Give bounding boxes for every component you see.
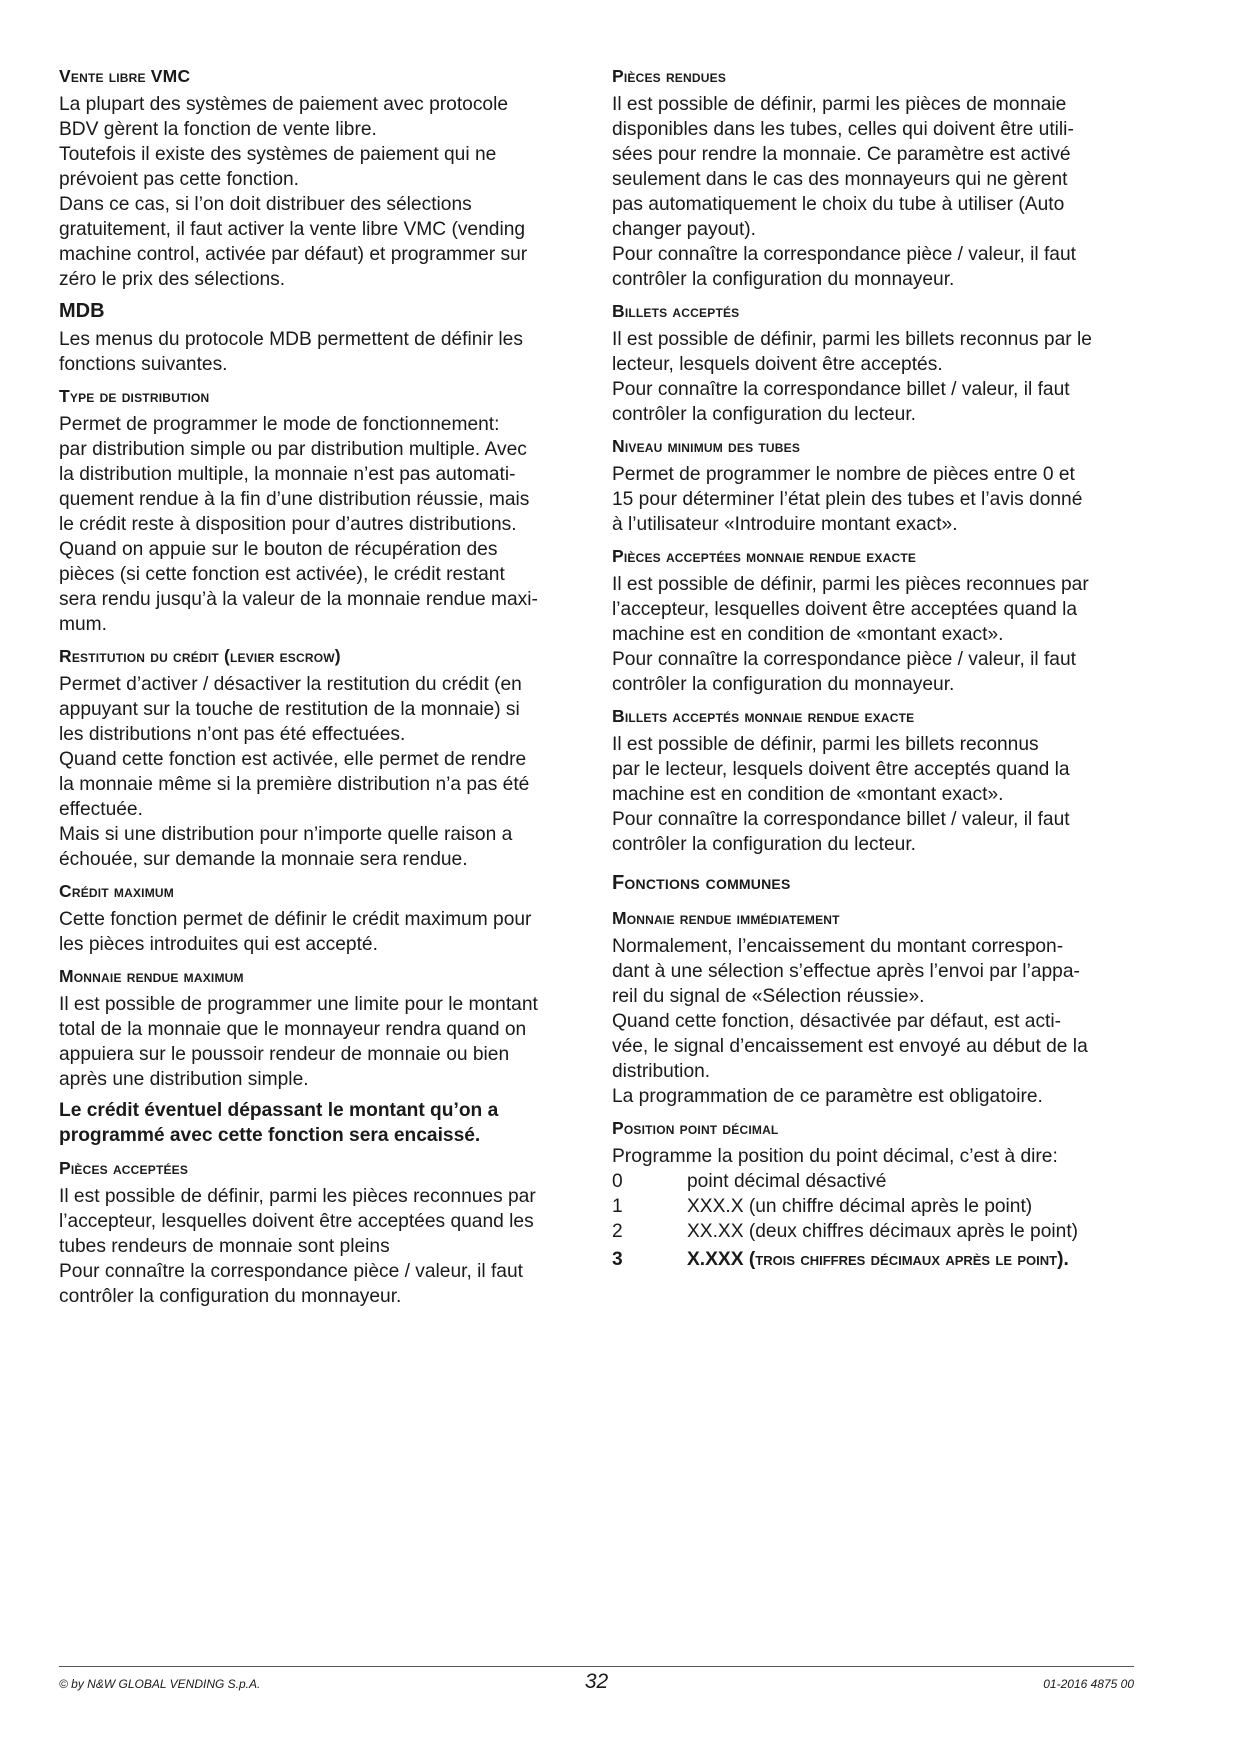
section-title-pieces-rendues: Pièces rendues — [612, 66, 727, 86]
monnaie-max-warning — [59, 1098, 584, 1148]
text-line: disponibles dans les tubes, celles qui doivent être utili- — [612, 119, 1074, 140]
decimal-option-desc — [687, 1244, 1078, 1272]
text-line: machine control, activée par défaut) et programmer sur — [59, 244, 528, 265]
decimal-option-row — [612, 1244, 1078, 1272]
text-line: total de la monnaie que le monnayeur rendra quand on — [59, 1019, 527, 1040]
decimal-option-desc: XXX.X (un chiffre décimal après le point) — [687, 1196, 1033, 1217]
decimal-option-key: 1 — [612, 1196, 623, 1217]
text-line: la distribution multiple, la monnaie n’est pas automati- — [59, 464, 516, 485]
monnaie-max-text — [59, 992, 584, 1092]
vente-libre-text — [59, 92, 584, 292]
decimal-option-desc: point décimal désactivé — [687, 1171, 887, 1192]
text-line: machine est en condition de «montant exact». — [612, 624, 1004, 645]
text-line: La programmation de ce paramètre est obligatoire. — [612, 1086, 1043, 1107]
text-line: La plupart des systèmes de paiement avec protocole — [59, 94, 509, 115]
text-line: après une distribution simple. — [59, 1069, 309, 1090]
text-line: appuiera sur le poussoir rendeur de monnaie ou bien — [59, 1044, 510, 1065]
page-number: 32 — [584, 1670, 609, 1693]
text-line: Mais si une distribution pour n’importe quelle raison a — [59, 824, 513, 845]
position-decimal-intro: Programme la position du point décimal, c’est à dire: — [612, 1146, 1058, 1167]
text-line: changer payout). — [612, 219, 756, 240]
text-line: Normalement, l’encaissement du montant correspon- — [612, 936, 1064, 957]
text-line: effectuée. — [59, 799, 143, 820]
pieces-exacte-text — [612, 572, 1142, 697]
text-line: par le lecteur, lesquels doivent être acceptés quand la — [612, 759, 1070, 780]
section-title-billets-exacte: Billets acceptés monnaie rendue exacte — [612, 706, 915, 726]
text-line: BDV gèrent la fonction de vente libre. — [59, 119, 377, 140]
billets-exacte-text — [612, 732, 1142, 857]
text-line: Cette fonction permet de définir le crédit maximum pour — [59, 909, 532, 930]
text-line: programmé avec cette fonction sera encaissé. — [59, 1125, 481, 1146]
text-line: quement rendue à la fin d’une distribution réussie, mais — [59, 489, 530, 510]
text-line: échouée, sur demande la monnaie sera rendue. — [59, 849, 468, 870]
text-line: vée, le signal d’encaissement est envoyé au début de la — [612, 1036, 1088, 1057]
text-line: Pour connaître la correspondance pièce / valeur, il faut — [612, 244, 1076, 265]
section-title-credit-maximum: Crédit maximum — [59, 881, 174, 901]
text-line: prévoient pas cette fonction. — [59, 169, 299, 190]
section-title-mdb: MDB — [59, 300, 105, 322]
text-line: mum. — [59, 614, 107, 635]
footer-doc-code: 01-2016 4875 00 — [1043, 1677, 1134, 1691]
text-line: Toutefois il existe des systèmes de paiement qui ne — [59, 144, 497, 165]
decimal-option-note: (trois chiffres décimaux après le point). — [748, 1249, 1069, 1270]
text-line: Permet d’activer / désactiver la restitution du crédit (en — [59, 674, 522, 695]
section-title-pieces-exacte: Pièces acceptées monnaie rendue exacte — [612, 546, 917, 566]
decimal-option-code: X.XXX — [687, 1249, 744, 1270]
section-title-position-decimal: Position point décimal — [612, 1118, 779, 1138]
text-line: l’accepteur, lesquelles doivent être acceptées quand la — [612, 599, 1078, 620]
section-title-billets-acceptes: Billets acceptés — [612, 301, 740, 321]
text-line: lecteur, lesquels doivent être acceptés. — [612, 354, 943, 375]
text-line: les distributions n’ont pas été effectuées. — [59, 724, 406, 745]
credit-maximum-text — [59, 907, 584, 957]
text-line: Il est possible de définir, parmi les billets reconnus par le — [612, 329, 1092, 350]
section-title-restitution: Restitution du crédit (levier escrow) — [59, 646, 341, 666]
decimal-option-row — [612, 1194, 1078, 1219]
section-title-fonctions-communes: Fonctions communes — [612, 872, 791, 894]
text-line: Quand cette fonction est activée, elle permet de rendre — [59, 749, 527, 770]
text-line: seulement dans le cas des monnayeurs qui ne gèrent — [612, 169, 1068, 190]
text-line: l’accepteur, lesquelles doivent être acceptées quand les — [59, 1211, 534, 1232]
text-line: Permet de programmer le mode de fonctionnement: — [59, 414, 500, 435]
text-line: Il est possible de définir, parmi les pièces de monnaie — [612, 94, 1067, 115]
niveau-tubes-text — [612, 462, 1142, 537]
text-line: machine est en condition de «montant exact». — [612, 784, 1004, 805]
text-line: par distribution simple ou par distribution multiple. Avec — [59, 439, 527, 460]
text-line: contrôler la configuration du lecteur. — [612, 404, 916, 425]
type-distribution-text — [59, 412, 584, 637]
text-line: 15 pour déterminer l’état plein des tubes et l’avis donné — [612, 489, 1083, 510]
text-line: Il est possible de définir, parmi les pièces reconnues par — [612, 574, 1089, 595]
right-column — [612, 66, 1142, 1272]
text-line: à l’utilisateur «Introduire montant exact». — [612, 514, 958, 535]
decimal-option-row — [612, 1219, 1078, 1244]
text-line: tubes rendeurs de monnaie sont pleins — [59, 1236, 390, 1257]
text-line: zéro le prix des sélections. — [59, 269, 286, 290]
text-line: sées pour rendre la monnaie. Ce paramètre est activé — [612, 144, 1071, 165]
section-title-niveau-tubes: Niveau minimum des tubes — [612, 436, 801, 456]
decimal-option-key: 2 — [612, 1221, 623, 1242]
text-line: Il est possible de définir, parmi les pièces reconnues par — [59, 1186, 536, 1207]
text-line: Il est possible de programmer une limite pour le montant — [59, 994, 538, 1015]
text-line: Permet de programmer le nombre de pièces entre 0 et — [612, 464, 1075, 485]
text-line: pas automatiquement le choix du tube à utiliser (Auto — [612, 194, 1065, 215]
left-column — [59, 66, 584, 1309]
text-line: gratuitement, il faut activer la vente libre VMC (vending — [59, 219, 526, 240]
text-line: le crédit reste à disposition pour d’autres distributions. — [59, 514, 517, 535]
text-line: la monnaie même si la première distribution n’a pas été — [59, 774, 530, 795]
monnaie-immediate-text — [612, 934, 1142, 1109]
decimal-option-desc: XX.XX (deux chiffres décimaux après le point) — [687, 1221, 1079, 1242]
decimal-option-key: 0 — [612, 1171, 623, 1192]
section-title-monnaie-max: Monnaie rendue maximum — [59, 966, 244, 986]
footer-copyright: © by N&W GLOBAL VENDING S.p.A. — [59, 1677, 261, 1691]
decimal-options-table — [612, 1169, 1078, 1272]
text-line: Dans ce cas, si l’on doit distribuer des sélections — [59, 194, 472, 215]
text-line: Pour connaître la correspondance billet / valeur, il faut — [612, 809, 1070, 830]
billets-acceptes-text — [612, 327, 1142, 427]
text-line: contrôler la configuration du monnayeur. — [59, 1286, 402, 1307]
text-line: distribution. — [612, 1061, 711, 1082]
decimal-option-row — [612, 1169, 1078, 1194]
decimal-option-key: 3 — [612, 1249, 623, 1270]
section-title-type-distribution: Type de distribution — [59, 386, 210, 406]
text-line: Quand on appuie sur le bouton de récupération des — [59, 539, 498, 560]
section-title-monnaie-immediate: Monnaie rendue immédiatement — [612, 908, 840, 928]
text-line: reil du signal de «Sélection réussie». — [612, 986, 925, 1007]
text-line: Pour connaître la correspondance pièce / valeur, il faut — [612, 649, 1076, 670]
text-line: dant à une sélection s’effectue après l’envoi par l’appa- — [612, 961, 1080, 982]
text-line: contrôler la configuration du monnayeur. — [612, 674, 955, 695]
pieces-rendues-text — [612, 92, 1142, 292]
text-line: Quand cette fonction, désactivée par défaut, est acti- — [612, 1011, 1062, 1032]
text-line: appuyant sur la touche de restitution de la monnaie) si — [59, 699, 520, 720]
pieces-acceptees-text — [59, 1184, 584, 1309]
text-line: Pour connaître la correspondance pièce / valeur, il faut — [59, 1261, 523, 1282]
section-title-pieces-acceptees: Pièces acceptées — [59, 1158, 189, 1178]
page-footer — [59, 1666, 1134, 1693]
text-line: contrôler la configuration du monnayeur. — [612, 269, 955, 290]
restitution-text — [59, 672, 584, 872]
text-line: contrôler la configuration du lecteur. — [612, 834, 916, 855]
text-line: sera rendu jusqu’à la valeur de la monnaie rendue maxi- — [59, 589, 538, 610]
text-line: fonctions suivantes. — [59, 354, 228, 375]
section-title-vente-libre: Vente libre VMC — [59, 66, 191, 86]
text-line: pièces (si cette fonction est activée), le crédit restant — [59, 564, 505, 585]
text-line: les pièces introduites qui est accepté. — [59, 934, 378, 955]
text-line: Les menus du protocole MDB permettent de définir les — [59, 329, 523, 350]
text-line: Il est possible de définir, parmi les billets reconnus — [612, 734, 1039, 755]
mdb-text — [59, 327, 584, 377]
text-line: Pour connaître la correspondance billet / valeur, il faut — [612, 379, 1070, 400]
text-line: Le crédit éventuel dépassant le montant qu’on a — [59, 1100, 499, 1121]
